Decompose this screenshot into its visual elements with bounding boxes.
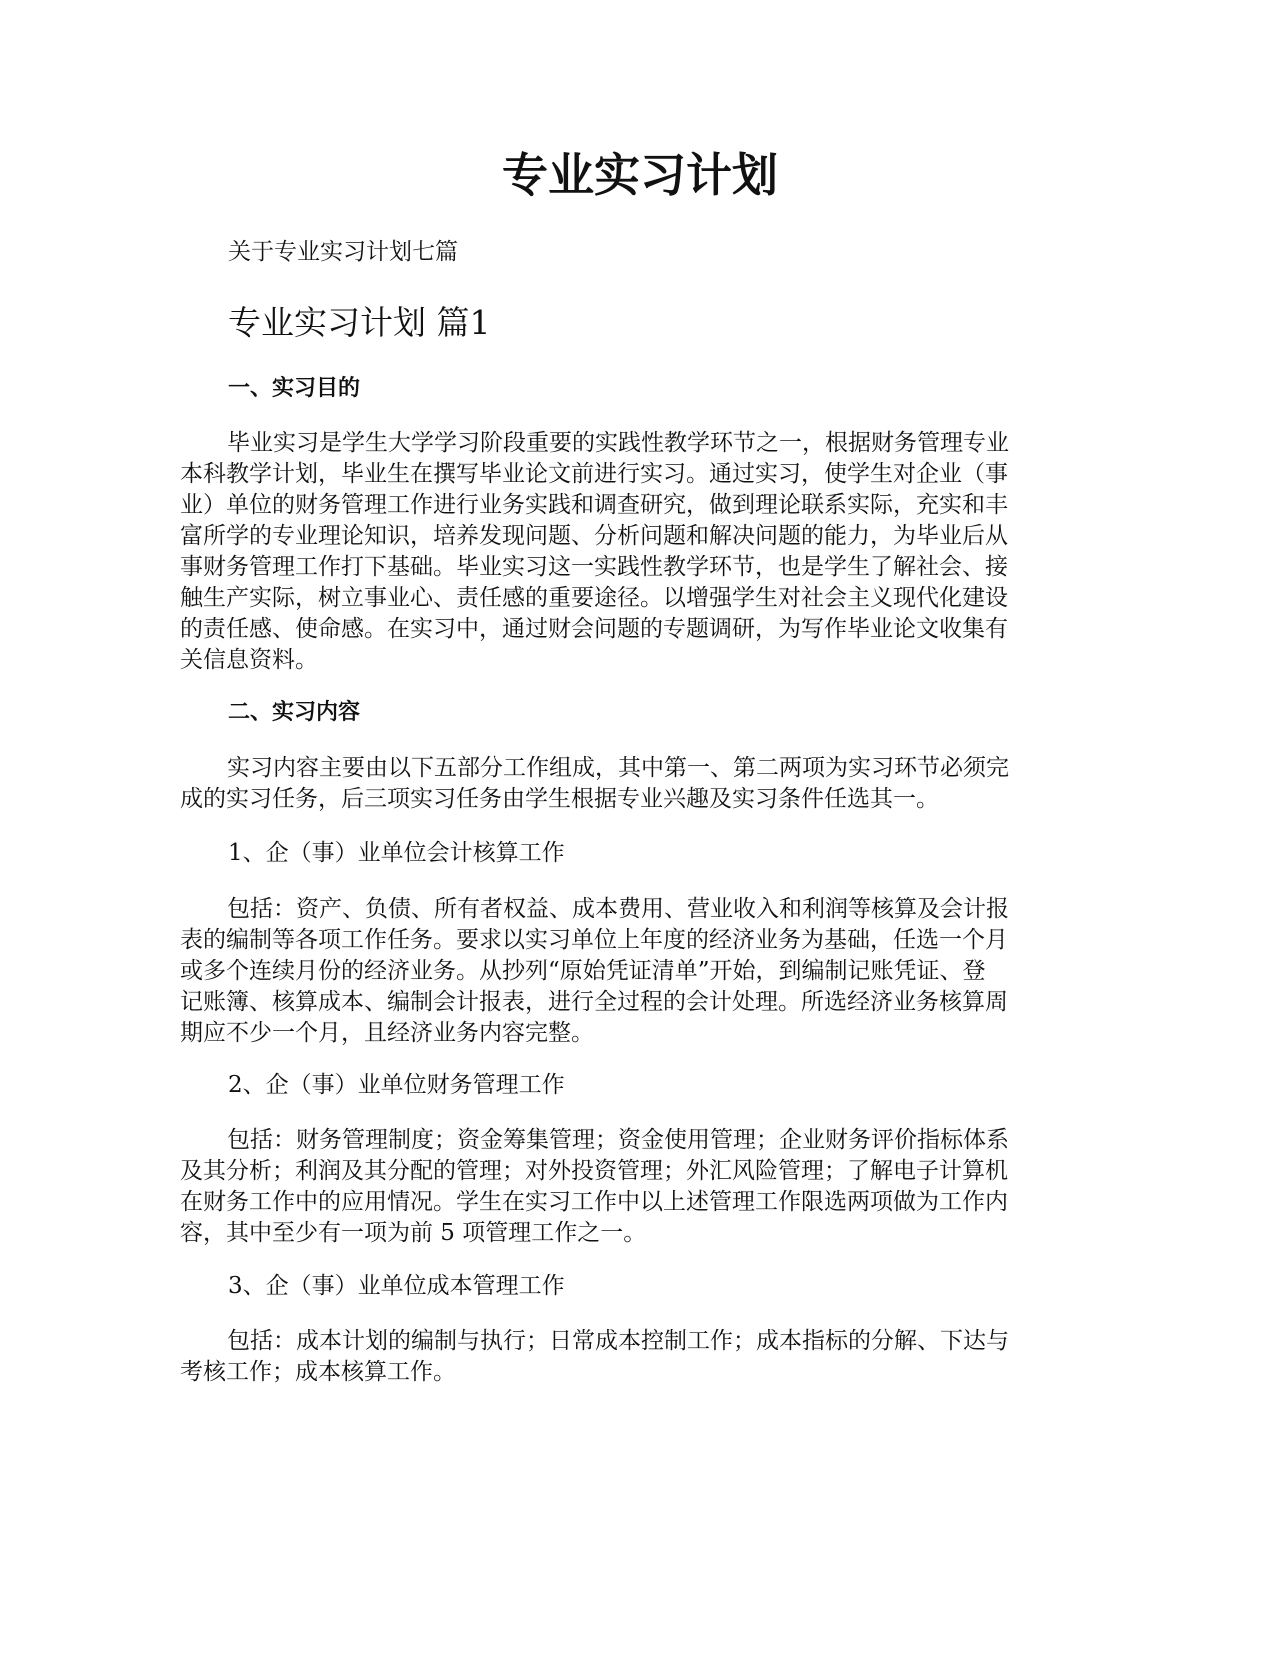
text-line: 记账簿、核算成本、编制会计报表，进行全过程的会计处理。所选经济业务核算周	[180, 989, 1008, 1015]
paragraph-item-1	[180, 894, 1040, 1049]
paragraph-content	[180, 753, 1040, 815]
paragraph-item-3	[180, 1326, 1040, 1388]
document-subtitle: 关于专业实习计划七篇	[228, 239, 458, 265]
text-line: 本科教学计划，毕业生在撰写毕业论文前进行实习。通过实习，使学生对企业（事	[180, 461, 1008, 487]
text-line: 触生产实际，树立事业心、责任感的重要途径。以增强学生对社会主义现代化建设	[180, 585, 1008, 611]
text-line: 业）单位的财务管理工作进行业务实践和调查研究，做到理论联系实际，充实和丰	[180, 492, 1008, 518]
text-line: 关信息资料。	[180, 647, 318, 673]
text-line: 包括：财务管理制度；资金筹集管理；资金使用管理；企业财务评价指标体系	[227, 1127, 1009, 1153]
text-line: 的责任感、使命感。在实习中，通过财会问题的专题调研，为写作毕业论文收集有	[180, 616, 1008, 642]
item-heading-3: 3、企（事）业单位成本管理工作	[228, 1273, 565, 1299]
document-title: 专业实习计划	[502, 148, 778, 202]
text-line: 包括：成本计划的编制与执行；日常成本控制工作；成本指标的分解、下达与	[227, 1328, 1009, 1354]
text-line: 或多个连续月份的经济业务。从抄列“原始凭证清单”开始，到编制记账凭证、登	[180, 958, 986, 984]
text-line: 事财务管理工作打下基础。毕业实习这一实践性教学环节，也是学生了解社会、接	[180, 554, 1008, 580]
paragraph-purpose	[180, 428, 1040, 676]
text-line: 实习内容主要由以下五部分工作组成，其中第一、第二两项为实习环节必须完	[227, 755, 1009, 781]
item-heading-2: 2、企（事）业单位财务管理工作	[228, 1072, 565, 1098]
text-line: 在财务工作中的应用情况。学生在实习工作中以上述管理工作限选两项做为工作内	[180, 1189, 1008, 1215]
text-line: 考核工作；成本核算工作。	[180, 1359, 456, 1385]
text-line: 及其分析；利润及其分配的管理；对外投资管理；外汇风险管理；了解电子计算机	[180, 1158, 1008, 1184]
text-line: 毕业实习是学生大学学习阶段重要的实践性教学环节之一，根据财务管理专业	[227, 430, 1009, 456]
section-heading: 专业实习计划 篇1	[228, 303, 491, 342]
text-line: 包括：资产、负债、所有者权益、成本费用、营业收入和利润等核算及会计报	[227, 896, 1009, 922]
text-line: 期应不少一个月，且经济业务内容完整。	[180, 1020, 594, 1046]
paragraph-item-2	[180, 1125, 1040, 1249]
item-heading-1: 1、企（事）业单位会计核算工作	[228, 840, 565, 866]
text-line: 富所学的专业理论知识，培养发现问题、分析问题和解决问题的能力，为毕业后从	[180, 523, 1008, 549]
text-line: 表的编制等各项工作任务。要求以实习单位上年度的经济业务为基础，任选一个月	[180, 927, 1008, 953]
heading-purpose: 一、实习目的	[228, 375, 361, 401]
text-line: 容，其中至少有一项为前 5 项管理工作之一。	[180, 1220, 647, 1246]
heading-content: 二、实习内容	[228, 699, 361, 725]
text-line: 成的实习任务，后三项实习任务由学生根据专业兴趣及实习条件任选其一。	[180, 786, 939, 812]
